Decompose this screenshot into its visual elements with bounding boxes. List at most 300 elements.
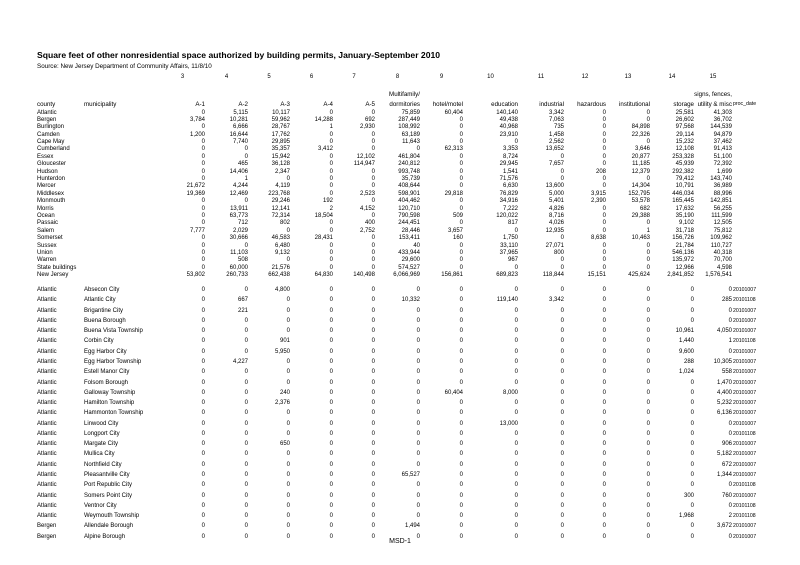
table-cell: 0 bbox=[371, 410, 375, 417]
table-cell: 4,800 bbox=[274, 287, 290, 293]
table-cell: 0 bbox=[371, 109, 375, 116]
table-cell: 0 bbox=[459, 116, 463, 123]
table-cell: 1,024 bbox=[678, 369, 694, 376]
table-cell: 27,071 bbox=[545, 242, 564, 249]
table-cell: Atlantic bbox=[37, 109, 57, 116]
table-row bbox=[0, 348, 800, 358]
table-cell: 0 bbox=[244, 523, 248, 530]
table-cell: 0 bbox=[646, 400, 650, 407]
table-cell: 404,462 bbox=[398, 198, 420, 205]
table-cell: 208 bbox=[595, 168, 606, 175]
table-cell: 0 bbox=[560, 389, 564, 396]
table-cell: 0 bbox=[286, 176, 290, 182]
table-cell: 0 bbox=[690, 287, 694, 293]
table-cell: 28,446 bbox=[401, 227, 420, 234]
table-cell: 20101007 bbox=[733, 461, 757, 468]
table-cell: 0 bbox=[459, 369, 463, 376]
table-cell: 0 bbox=[514, 523, 518, 530]
table-cell: Sussex bbox=[37, 242, 57, 249]
table-cell: Pleasantville City bbox=[84, 472, 130, 479]
table-cell: 94,879 bbox=[713, 131, 732, 138]
table-cell: 10,117 bbox=[272, 109, 290, 116]
table-cell: 0 bbox=[416, 441, 420, 448]
table-cell: 0 bbox=[690, 297, 694, 304]
table-cell: 5,401 bbox=[548, 198, 564, 205]
table-cell: 0 bbox=[329, 183, 333, 190]
table-cell: Longport City bbox=[84, 430, 120, 437]
column-number: 12 bbox=[581, 74, 589, 80]
report-title: Square feet of other nonresidential space authorized by building permits, January-September 2010 bbox=[37, 50, 441, 60]
table-cell: 2,376 bbox=[274, 400, 290, 407]
table-cell: 0 bbox=[329, 190, 333, 197]
table-cell: 0 bbox=[244, 420, 248, 427]
table-cell: 3,342 bbox=[548, 297, 564, 304]
table-cell: Estell Manor City bbox=[84, 369, 130, 376]
table-cell: Atlantic bbox=[37, 338, 57, 345]
table-cell: 18,504 bbox=[314, 212, 333, 219]
table-cell: 0 bbox=[371, 249, 375, 256]
table-cell: Cumberland bbox=[37, 146, 70, 153]
table-cell: 0 bbox=[201, 109, 205, 116]
table-cell: 12,141 bbox=[271, 205, 290, 212]
table-cell: 0 bbox=[560, 472, 564, 479]
table-cell: 4,119 bbox=[275, 183, 290, 190]
table-cell: 20101007 bbox=[733, 533, 757, 540]
table-cell: 0 bbox=[602, 492, 606, 499]
table-cell: Essex bbox=[37, 153, 54, 160]
table-cell: Corbin City bbox=[84, 338, 114, 345]
table-cell: 110,727 bbox=[710, 242, 732, 249]
table-cell: 0 bbox=[201, 492, 205, 499]
table-cell: 0 bbox=[329, 451, 333, 458]
table-cell: 0 bbox=[646, 482, 650, 489]
table-cell: Monmouth bbox=[37, 198, 66, 205]
table-cell: 0 bbox=[371, 533, 375, 540]
table-cell: 0 bbox=[244, 153, 248, 160]
table-cell: 285 bbox=[721, 297, 732, 304]
table-cell: Egg Harbor City bbox=[84, 348, 127, 355]
table-cell: 59,962 bbox=[271, 116, 290, 123]
table-cell: 10,463 bbox=[631, 235, 650, 242]
table-cell: 40 bbox=[413, 242, 420, 249]
table-cell: 3,784 bbox=[189, 116, 205, 123]
table-cell: 0 bbox=[371, 461, 375, 468]
table-cell: 21,672 bbox=[186, 183, 205, 190]
table-cell: Atlantic bbox=[37, 420, 57, 427]
table-cell: 20,877 bbox=[631, 153, 650, 160]
table-cell: 0 bbox=[201, 146, 205, 153]
table-cell: 2,562 bbox=[548, 139, 564, 146]
table-cell: 5,950 bbox=[274, 348, 290, 355]
table-cell: 0 bbox=[329, 168, 333, 175]
table-cell: 0 bbox=[244, 400, 248, 407]
table-cell: Folsom Borough bbox=[84, 379, 129, 386]
table-cell: 0 bbox=[244, 441, 248, 448]
table-cell: 0 bbox=[459, 461, 463, 468]
table-cell: 0 bbox=[514, 358, 518, 365]
table-cell: 0 bbox=[416, 317, 420, 324]
table-cell: 0 bbox=[646, 264, 650, 271]
table-cell: 10,791 bbox=[675, 183, 694, 190]
table-row bbox=[0, 307, 800, 317]
table-cell: 0 bbox=[459, 264, 463, 271]
table-cell: Bergen bbox=[37, 523, 57, 530]
table-cell: 465 bbox=[237, 161, 248, 168]
table-cell: 0 bbox=[371, 212, 375, 219]
table-cell: 0 bbox=[371, 146, 375, 153]
table-cell: 0 bbox=[329, 307, 333, 314]
table-cell: 0 bbox=[286, 502, 290, 509]
table-cell: 0 bbox=[329, 379, 333, 386]
table-cell: 0 bbox=[244, 492, 248, 499]
table-cell: 0 bbox=[602, 379, 606, 386]
table-cell: 0 bbox=[329, 338, 333, 345]
table-cell: 4,826 bbox=[548, 205, 564, 212]
table-cell: Atlantic bbox=[37, 297, 57, 304]
table-cell: 0 bbox=[286, 523, 290, 530]
table-cell: 76,829 bbox=[499, 190, 518, 197]
table-cell: 13,600 bbox=[545, 183, 564, 190]
column-number: 13 bbox=[624, 74, 632, 80]
table-cell: 20101007 bbox=[733, 358, 757, 365]
table-cell: 29,246 bbox=[271, 198, 290, 205]
column-number: 9 bbox=[439, 74, 444, 80]
table-cell: 0 bbox=[646, 220, 650, 227]
table-cell: 0 bbox=[416, 338, 420, 345]
page-footer: MSD-1 bbox=[389, 538, 411, 545]
table-cell: 0 bbox=[690, 400, 694, 407]
table-cell: 0 bbox=[646, 379, 650, 386]
table-cell: 20101007 bbox=[733, 472, 757, 479]
table-cell: 152,795 bbox=[628, 190, 650, 197]
table-cell: 0 bbox=[371, 176, 375, 182]
table-cell: 35,739 bbox=[401, 176, 420, 182]
table-cell: 0 bbox=[602, 523, 606, 530]
header-a4: A-4 bbox=[323, 101, 333, 108]
table-cell: 0 bbox=[371, 297, 375, 304]
table-cell: 0 bbox=[602, 297, 606, 304]
table-cell: 3,672 bbox=[716, 523, 732, 530]
table-cell: Hammonton Township bbox=[84, 410, 144, 417]
table-cell: 0 bbox=[244, 472, 248, 479]
table-cell: 15,232 bbox=[675, 139, 694, 146]
table-cell: 0 bbox=[514, 227, 518, 234]
table-cell: 6,066,969 bbox=[393, 272, 420, 279]
table-cell: 45,939 bbox=[675, 161, 694, 168]
table-cell: 0 bbox=[602, 400, 606, 407]
table-cell: 0 bbox=[646, 513, 650, 520]
table-row bbox=[0, 337, 800, 347]
table-cell: 0 bbox=[371, 441, 375, 448]
table-cell: 0 bbox=[602, 441, 606, 448]
table-cell: 0 bbox=[201, 297, 205, 304]
table-cell: Morris bbox=[37, 205, 54, 212]
table-cell: 5,000 bbox=[548, 190, 564, 197]
table-cell: 0 bbox=[459, 249, 463, 256]
table-cell: Atlantic bbox=[37, 389, 57, 396]
table-cell: 30,666 bbox=[229, 235, 248, 242]
table-cell: Margate City bbox=[84, 441, 119, 448]
table-cell: 0 bbox=[560, 461, 564, 468]
table-cell: 7,063 bbox=[548, 116, 564, 123]
table-row bbox=[0, 471, 800, 481]
table-cell: 15,942 bbox=[271, 153, 290, 160]
table-cell: 0 bbox=[602, 205, 606, 212]
table-cell: 0 bbox=[201, 379, 205, 386]
table-cell: 20101108 bbox=[733, 482, 756, 489]
table-cell: 23,910 bbox=[499, 131, 518, 138]
table-cell: 17,632 bbox=[675, 205, 694, 212]
table-cell: 244,451 bbox=[398, 220, 420, 227]
table-cell: 0 bbox=[602, 212, 606, 219]
table-cell: 0 bbox=[602, 139, 606, 146]
table-cell: 40,318 bbox=[713, 249, 732, 256]
table-cell: 91,413 bbox=[713, 146, 732, 153]
header-a1: A-1 bbox=[195, 101, 205, 108]
table-cell: Atlantic bbox=[37, 461, 57, 468]
table-cell: Cape May bbox=[37, 139, 65, 146]
table-cell: Ocean bbox=[37, 212, 55, 219]
table-cell: 0 bbox=[560, 257, 564, 264]
column-number: 7 bbox=[352, 74, 356, 80]
table-cell: 114,947 bbox=[353, 161, 375, 168]
table-cell: 0 bbox=[244, 389, 248, 396]
table-cell: 0 bbox=[646, 533, 650, 540]
table-cell: 0 bbox=[560, 533, 564, 540]
table-cell: 10,281 bbox=[229, 116, 248, 123]
table-cell: 0 bbox=[201, 502, 205, 509]
table-cell: 1,200 bbox=[189, 131, 205, 138]
table-cell: 7,222 bbox=[502, 205, 518, 212]
table-cell: 1 bbox=[646, 227, 650, 234]
table-cell: 13,652 bbox=[545, 146, 564, 153]
header-a5: A-5 bbox=[365, 101, 375, 108]
table-cell: 0 bbox=[371, 338, 375, 345]
table-cell: 0 bbox=[371, 513, 375, 520]
table-cell: 29,818 bbox=[444, 190, 463, 197]
table-cell: Atlantic bbox=[37, 513, 57, 520]
table-cell: 0 bbox=[286, 379, 290, 386]
table-cell: Hunterdon bbox=[37, 176, 66, 182]
table-row bbox=[0, 379, 800, 389]
table-cell: 0 bbox=[244, 410, 248, 417]
table-cell: 0 bbox=[416, 502, 420, 509]
table-cell: 71,576 bbox=[499, 176, 518, 182]
table-cell: 75,859 bbox=[401, 109, 420, 116]
table-cell: Hamilton Township bbox=[84, 400, 135, 407]
table-cell: 0 bbox=[371, 369, 375, 376]
table-cell: Atlantic bbox=[37, 482, 57, 489]
table-cell: 0 bbox=[244, 328, 248, 335]
table-cell: 0 bbox=[602, 124, 606, 131]
table-cell: 0 bbox=[514, 139, 518, 146]
table-cell: 0 bbox=[560, 379, 564, 386]
table-cell: 0 bbox=[560, 358, 564, 365]
table-cell: 0 bbox=[371, 389, 375, 396]
table-cell: Atlantic bbox=[37, 369, 57, 376]
table-cell: 221 bbox=[237, 307, 248, 314]
table-cell: 0 bbox=[602, 249, 606, 256]
table-cell: 0 bbox=[371, 242, 375, 249]
table-cell: Atlantic bbox=[37, 400, 57, 407]
table-cell: 0 bbox=[602, 264, 606, 271]
table-cell: 0 bbox=[329, 358, 333, 365]
table-cell: Alpine Borough bbox=[84, 533, 126, 540]
table-cell: 0 bbox=[201, 249, 205, 256]
column-number: 15 bbox=[709, 74, 717, 80]
table-cell: 0 bbox=[286, 461, 290, 468]
table-cell: 0 bbox=[329, 131, 333, 138]
header-storage: storage bbox=[673, 101, 694, 108]
table-cell: 1,576,541 bbox=[705, 272, 732, 279]
table-cell: 0 bbox=[416, 482, 420, 489]
table-cell: 8,000 bbox=[502, 389, 518, 396]
table-cell: 0 bbox=[371, 168, 375, 175]
table-cell: 20101108 bbox=[733, 430, 756, 437]
table-cell: 11,643 bbox=[402, 139, 420, 146]
table-cell: 0 bbox=[514, 287, 518, 293]
table-cell: 0 bbox=[329, 410, 333, 417]
table-cell: 14,304 bbox=[631, 183, 650, 190]
table-cell: 0 bbox=[602, 220, 606, 227]
table-cell: 3,412 bbox=[317, 146, 333, 153]
table-cell: 12,108 bbox=[675, 146, 694, 153]
table-cell: 29,895 bbox=[271, 139, 290, 146]
table-cell: 0 bbox=[459, 338, 463, 345]
table-cell: 60,404 bbox=[444, 109, 463, 116]
table-cell: 0 bbox=[690, 379, 694, 386]
table-cell: 0 bbox=[459, 168, 463, 175]
table-cell: 0 bbox=[514, 441, 518, 448]
table-cell: 0 bbox=[646, 523, 650, 530]
table-cell: 0 bbox=[416, 369, 420, 376]
table-cell: Atlantic bbox=[37, 492, 57, 499]
table-cell: 109,962 bbox=[710, 235, 732, 242]
table-cell: 0 bbox=[646, 430, 650, 437]
table-cell: 667 bbox=[237, 297, 248, 304]
table-cell: 0 bbox=[416, 461, 420, 468]
column-number: 6 bbox=[309, 74, 314, 80]
table-cell: 0 bbox=[416, 307, 420, 314]
table-cell: 6,136 bbox=[716, 410, 732, 417]
table-cell: 0 bbox=[201, 198, 205, 205]
table-row bbox=[0, 368, 800, 378]
table-cell: 0 bbox=[329, 389, 333, 396]
table-cell: 0 bbox=[329, 430, 333, 437]
table-cell: 0 bbox=[602, 307, 606, 314]
table-cell: Gloucester bbox=[37, 161, 67, 168]
table-cell: 0 bbox=[329, 348, 333, 355]
table-cell: 0 bbox=[329, 472, 333, 479]
table-cell: 546,136 bbox=[672, 249, 694, 256]
table-cell: 12,379 bbox=[631, 168, 650, 175]
table-cell: 20101007 bbox=[733, 389, 757, 396]
county-row bbox=[0, 271, 800, 281]
table-cell: 0 bbox=[459, 400, 463, 407]
table-cell: 292,382 bbox=[672, 168, 694, 175]
table-cell: 0 bbox=[201, 124, 205, 131]
table-cell: 0 bbox=[459, 139, 463, 146]
table-cell: 140,140 bbox=[496, 109, 518, 116]
table-cell: 0 bbox=[459, 502, 463, 509]
table-cell: 17,762 bbox=[271, 131, 290, 138]
table-cell: 0 bbox=[201, 307, 205, 314]
table-cell: 0 bbox=[329, 461, 333, 468]
table-cell: 0 bbox=[514, 379, 518, 386]
table-cell: 2,390 bbox=[590, 198, 606, 205]
table-cell: 6,480 bbox=[274, 242, 290, 249]
table-cell: 287,449 bbox=[398, 116, 420, 123]
table-cell: 51,100 bbox=[713, 153, 732, 160]
table-row bbox=[0, 430, 800, 440]
column-number: 5 bbox=[267, 74, 271, 80]
table-cell: Galloway Township bbox=[84, 389, 136, 396]
table-cell: 144,539 bbox=[710, 124, 732, 131]
table-cell: 72,392 bbox=[713, 161, 732, 168]
table-cell: 0 bbox=[560, 400, 564, 407]
table-cell: 21,784 bbox=[675, 242, 694, 249]
column-number: 3 bbox=[180, 74, 185, 80]
table-cell: 0 bbox=[602, 328, 606, 335]
table-cell: Camden bbox=[37, 131, 60, 138]
table-cell: Buena Borough bbox=[84, 317, 126, 324]
header-a3: A-3 bbox=[280, 101, 290, 108]
table-cell: 0 bbox=[560, 482, 564, 489]
table-cell: 0 bbox=[560, 369, 564, 376]
table-cell: 0 bbox=[514, 307, 518, 314]
table-cell: 0 bbox=[560, 348, 564, 355]
table-cell: 1 bbox=[728, 338, 732, 345]
table-cell: 0 bbox=[244, 242, 248, 249]
table-cell: New Jersey bbox=[37, 272, 69, 279]
table-cell: 260,733 bbox=[226, 272, 248, 279]
table-cell: 84,898 bbox=[631, 124, 650, 131]
table-cell: Linwood City bbox=[84, 420, 119, 427]
table-cell: 0 bbox=[416, 348, 420, 355]
table-cell: 0 bbox=[602, 358, 606, 365]
table-cell: 0 bbox=[286, 358, 290, 365]
table-cell: 253,328 bbox=[672, 153, 694, 160]
table-cell: 0 bbox=[244, 287, 248, 293]
table-row bbox=[0, 502, 800, 512]
table-cell: Port Republic City bbox=[84, 482, 133, 489]
table-cell: 574,527 bbox=[398, 264, 420, 271]
table-cell: 165,445 bbox=[672, 198, 694, 205]
table-cell: 0 bbox=[646, 441, 650, 448]
table-cell: 20101108 bbox=[733, 502, 756, 509]
table-cell: 64,830 bbox=[314, 272, 333, 279]
table-cell: 0 bbox=[329, 249, 333, 256]
table-cell: 0 bbox=[371, 348, 375, 355]
table-cell: 0 bbox=[602, 109, 606, 116]
table-cell: 0 bbox=[201, 328, 205, 335]
table-cell: Salem bbox=[37, 227, 55, 234]
table-cell: 0 bbox=[329, 264, 333, 271]
table-cell: 0 bbox=[286, 451, 290, 458]
table-row bbox=[0, 522, 800, 532]
table-row bbox=[0, 409, 800, 419]
table-cell: 0 bbox=[560, 317, 564, 324]
table-cell: 2 bbox=[728, 513, 732, 520]
table-cell: 0 bbox=[514, 472, 518, 479]
table-cell: 88,996 bbox=[713, 190, 732, 197]
table-cell: 0 bbox=[201, 212, 205, 219]
table-cell: 192 bbox=[322, 198, 333, 205]
table-cell: Atlantic bbox=[37, 307, 57, 314]
table-cell: 692 bbox=[364, 116, 375, 123]
table-cell: 0 bbox=[201, 400, 205, 407]
table-cell: 119,140 bbox=[496, 297, 518, 304]
